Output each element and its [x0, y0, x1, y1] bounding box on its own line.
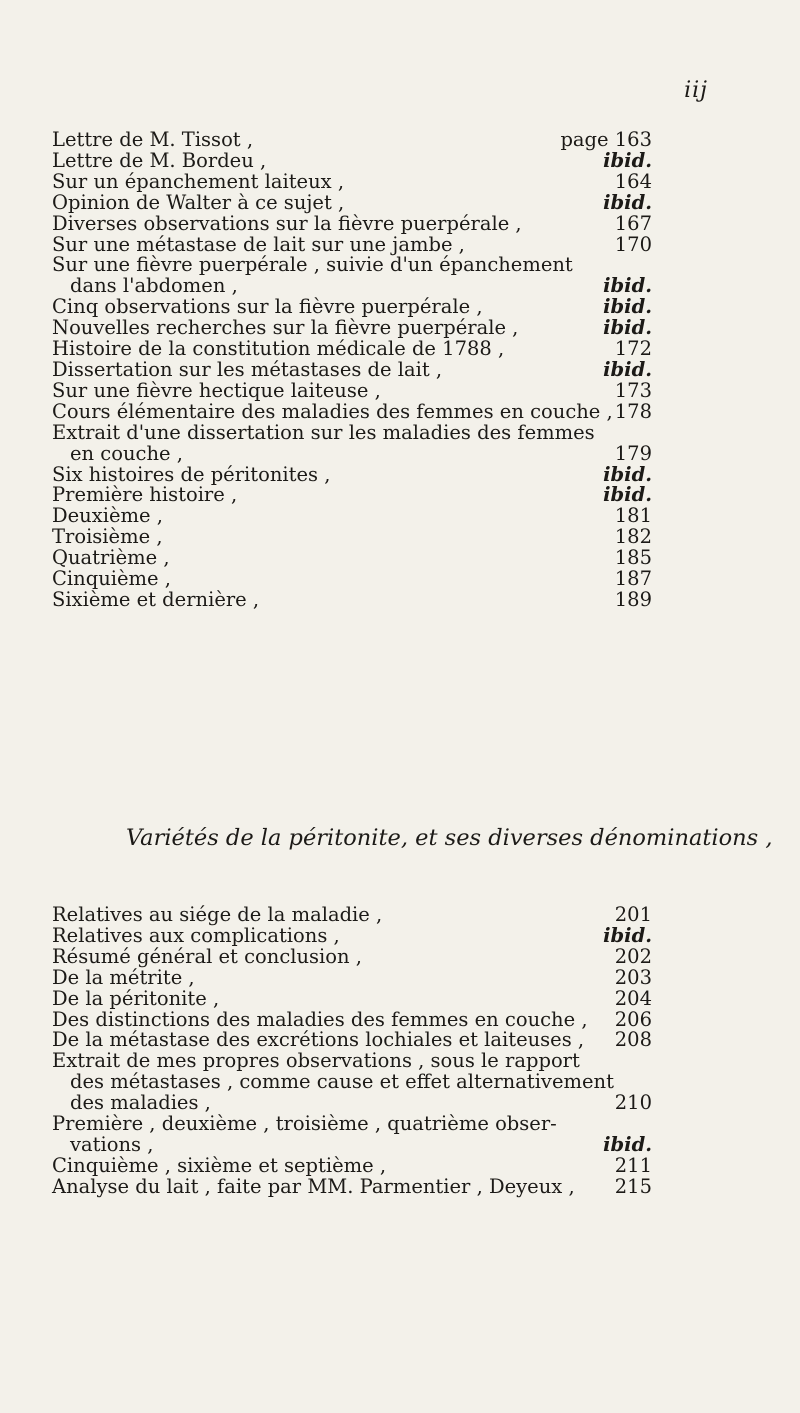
toc-entry-page: 181	[614, 504, 652, 528]
toc-entry	[52, 944, 652, 968]
toc-entry	[52, 1114, 652, 1135]
toc-entry	[52, 1030, 652, 1051]
toc-entry-title: Deuxième ,	[52, 504, 163, 528]
toc-entry-page: 203	[614, 965, 652, 989]
toc-entry	[52, 506, 652, 527]
toc-entry-page: 187	[614, 567, 652, 591]
toc-entry-title: Cinq observations sur la fièvre puerpérale ,	[52, 295, 483, 319]
toc-entry	[52, 923, 652, 947]
toc-entry-page: page 163	[560, 128, 652, 151]
toc-entry-continuation	[52, 1072, 652, 1093]
toc-entry-title: Sixième et dernière ,	[52, 587, 260, 611]
toc-entry-page: 215	[614, 1174, 652, 1198]
page-folio: iij	[684, 78, 708, 103]
toc-entry-continuation	[52, 1093, 652, 1114]
toc-entry	[52, 378, 652, 402]
toc-entry	[52, 211, 652, 235]
toc-entry-page: 189	[614, 587, 652, 611]
toc-entry	[52, 169, 652, 193]
toc-entry	[52, 255, 652, 276]
table-of-contents-first	[52, 130, 652, 611]
toc-entry	[52, 587, 652, 611]
toc-entry-title: Relatives au siége de la maladie ,	[52, 903, 383, 926]
table-of-contents-second	[52, 905, 652, 1198]
toc-entry-title: en couche ,	[70, 441, 183, 465]
toc-entry-title: Relatives aux complications ,	[52, 923, 340, 947]
toc-entry-title: Six histoires de péritonites ,	[52, 462, 331, 486]
toc-entry-title: Dissertation sur les métastases de lait ,	[52, 357, 443, 381]
toc-entry	[52, 232, 652, 256]
toc-entry-page: 178	[614, 399, 652, 423]
toc-entry-page: ibid.	[603, 316, 652, 340]
toc-entry-title: des maladies ,	[70, 1091, 211, 1115]
toc-entry-title: Cinquième ,	[52, 567, 171, 591]
toc-entry-title: Opinion de Walter à ce sujet ,	[52, 190, 345, 214]
toc-entry-page: 211	[614, 1153, 652, 1177]
toc-entry-title: Sur un épanchement laiteux ,	[52, 169, 345, 193]
toc-entry-title: Quatrième ,	[52, 546, 170, 570]
toc-entry-title: De la métrite ,	[52, 965, 195, 989]
toc-entry-title: Des distinctions des maladies des femmes en couche ,	[52, 1007, 588, 1031]
toc-entry-continuation	[52, 441, 652, 465]
toc-entry	[52, 548, 652, 569]
toc-entry-title: Cinquième , sixième et septième ,	[52, 1153, 387, 1177]
toc-entry-page: 206	[614, 1007, 652, 1031]
toc-entry-page: ibid.	[603, 923, 652, 947]
toc-entry	[52, 399, 652, 423]
toc-entry-title: Cours élémentaire des maladies des femmes en couche ,	[52, 399, 613, 423]
toc-entry-page: 173	[614, 378, 652, 402]
toc-entry-page: ibid.	[603, 1132, 652, 1156]
toc-entry-continuation	[52, 1132, 652, 1156]
toc-entry-title: Extrait de mes propres observations , sous le rapport	[52, 1049, 580, 1073]
toc-entry	[52, 318, 652, 339]
toc-entry	[52, 1007, 652, 1031]
toc-entry-title: Sur une fièvre hectique laiteuse ,	[52, 378, 381, 402]
toc-entry-page: ibid.	[603, 295, 652, 319]
toc-entry-page: 182	[614, 525, 652, 549]
toc-entry	[52, 190, 652, 214]
toc-entry-title: Résumé général et conclusion ,	[52, 944, 362, 968]
toc-entry-title: De la péritonite ,	[52, 986, 220, 1010]
toc-entry	[52, 1174, 652, 1198]
toc-entry-title: Diverses observations sur la fièvre puerpérale ,	[52, 211, 522, 235]
toc-entry-title: Nouvelles recherches sur la fièvre puerpérale ,	[52, 316, 519, 340]
toc-entry	[52, 130, 652, 151]
toc-entry	[52, 148, 652, 172]
toc-entry-page: ibid.	[603, 148, 652, 172]
toc-entry-page: 210	[614, 1091, 652, 1115]
toc-entry-title: Sur une métastase de lait sur une jambe ,	[52, 232, 465, 256]
toc-entry-title: De la métastase des excrétions lochiales et laiteuses ,	[52, 1028, 585, 1052]
toc-entry-title: Lettre de M. Bordeu ,	[52, 148, 267, 172]
toc-entry-title: Extrait d'une dissertation sur les maladies des femmes	[52, 420, 595, 444]
toc-entry	[52, 297, 652, 318]
section-heading: Variétés de la péritonite, et ses diverses dénominations ,	[126, 825, 773, 851]
toc-entry	[52, 1051, 652, 1072]
toc-entry	[52, 357, 652, 381]
toc-entry-page: 170	[614, 232, 652, 256]
toc-entry-title: dans l'abdomen ,	[70, 274, 238, 298]
toc-entry	[52, 569, 652, 590]
toc-entry-page: 208	[614, 1028, 652, 1052]
toc-entry-page: 179	[614, 441, 652, 465]
toc-entry-page: ibid.	[603, 483, 652, 507]
toc-entry-page: ibid.	[603, 190, 652, 214]
toc-entry-page: 167	[614, 211, 652, 235]
toc-entry	[52, 420, 652, 444]
toc-entry-title: Histoire de la constitution médicale de 1788 ,	[52, 337, 505, 361]
toc-entry-title: vations ,	[70, 1132, 154, 1156]
toc-entry-page: ibid.	[603, 274, 652, 298]
toc-entry-page: 202	[614, 944, 652, 968]
toc-entry	[52, 965, 652, 989]
toc-entry	[52, 527, 652, 548]
toc-entry-title: Sur une fièvre puerpérale , suivie d'un épanchement	[52, 253, 573, 277]
toc-entry-title: Première , deuxième , troisième , quatrième obser-	[52, 1112, 557, 1136]
toc-entry	[52, 339, 652, 360]
toc-entry	[52, 905, 652, 926]
toc-entry	[52, 485, 652, 506]
toc-entry-title: Lettre de M. Tissot ,	[52, 128, 254, 151]
toc-entry-title: Première histoire ,	[52, 483, 238, 507]
toc-entry-page: ibid.	[603, 462, 652, 486]
toc-entry-page: 201	[614, 903, 652, 926]
toc-entry-page: 204	[614, 986, 652, 1010]
toc-entry-page: 164	[614, 169, 652, 193]
toc-entry-title: Troisième ,	[52, 525, 163, 549]
toc-entry-page: 172	[614, 337, 652, 361]
toc-entry	[52, 462, 652, 486]
toc-entry-page: ibid.	[603, 357, 652, 381]
toc-entry-page: 185	[614, 546, 652, 570]
toc-entry	[52, 1153, 652, 1177]
toc-entry-title: des métastases , comme cause et effet alternativement	[70, 1070, 614, 1094]
toc-entry-title: Analyse du lait , faite par MM. Parmentier , Deyeux ,	[52, 1174, 575, 1198]
toc-entry	[52, 986, 652, 1010]
toc-entry-continuation	[52, 276, 652, 297]
